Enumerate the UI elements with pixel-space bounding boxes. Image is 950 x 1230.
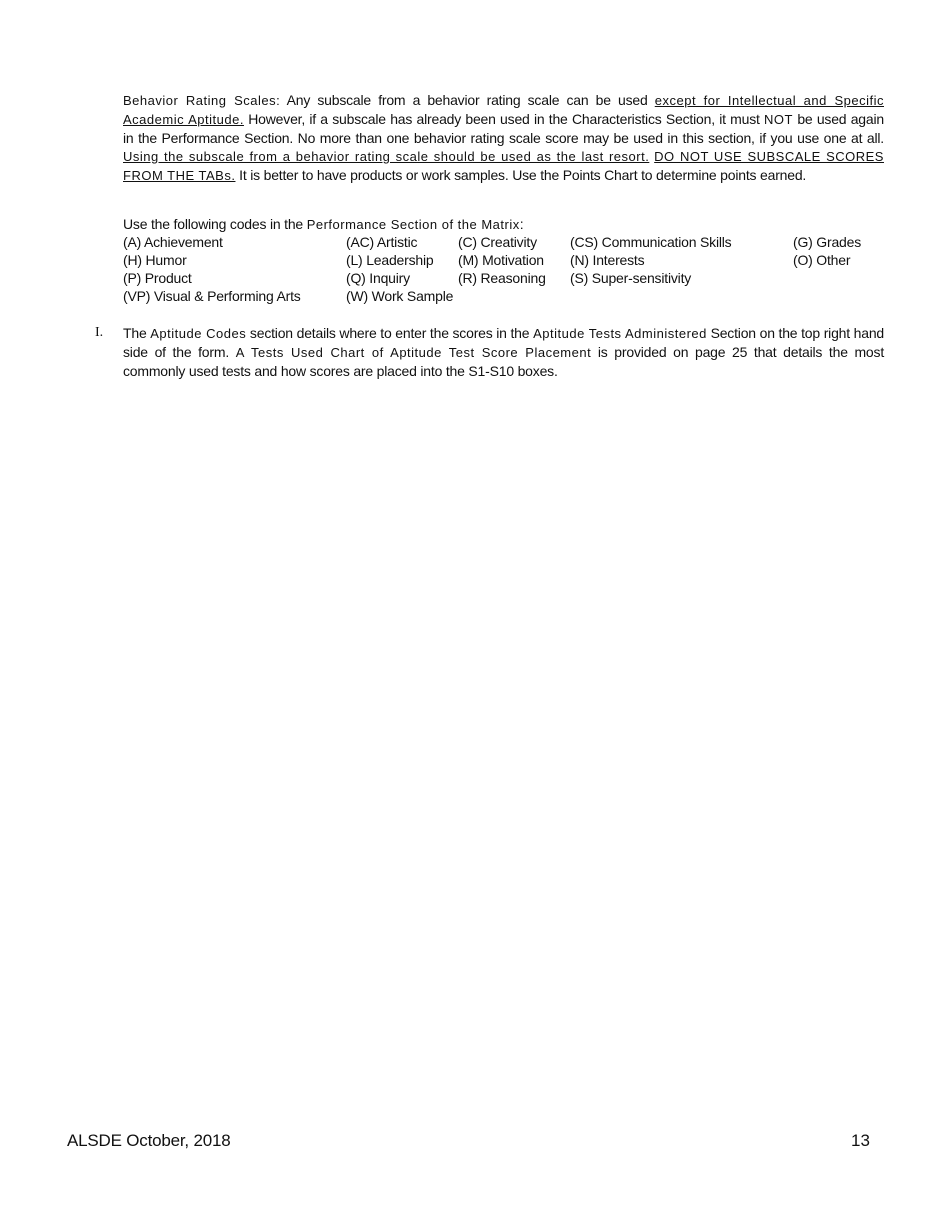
emphasis-not: NOT	[764, 112, 793, 127]
behavior-rating-scales-paragraph	[123, 91, 884, 185]
code-item: (VP) Visual & Performing Arts	[123, 288, 301, 304]
underlined-do-not-use: DO NOT USE SUBSCALE SCORES FROM THE TABs.	[123, 149, 884, 183]
section-name: Performance Section of the Matrix	[306, 217, 520, 232]
section-name: Aptitude Tests Administered	[533, 326, 707, 341]
codes-row	[123, 251, 884, 269]
code-item: (H) Humor	[123, 252, 187, 268]
underlined-last-resort: Using the subscale from a behavior rating scale should be used as the last resort.	[123, 149, 650, 164]
footer-source: ALSDE October, 2018	[67, 1131, 231, 1150]
code-item: (N) Interests	[570, 252, 645, 268]
codes-row	[123, 233, 884, 251]
code-item: (M) Motivation	[458, 252, 544, 268]
text-run: be used again in the Performance Section. No more than one behavior rating scale score may be used in this section, if you use one at all.	[123, 111, 884, 146]
codes-intro	[123, 215, 523, 234]
text-run: Any subscale from a behavior rating scale can be used	[280, 92, 655, 108]
code-item: (S) Super-sensitivity	[570, 270, 692, 286]
code-item: (C) Creativity	[458, 234, 537, 250]
list-marker: I.	[95, 325, 104, 340]
code-item: (W) Work Sample	[346, 288, 454, 304]
code-item: (R) Reasoning	[458, 270, 546, 286]
text-run: Use the following codes in the	[123, 216, 307, 232]
code-item: (CS) Communication Skills	[570, 234, 732, 250]
code-item: (L) Leadership	[346, 252, 434, 268]
code-item: (O) Other	[793, 252, 851, 268]
aptitude-codes-paragraph	[123, 324, 884, 380]
code-item: (Q) Inquiry	[346, 270, 410, 286]
text-run: It is better to have products or work samples. Use the Points Chart to determine points earned.	[235, 167, 807, 183]
text-run: section details where to enter the scores in the	[246, 325, 534, 341]
code-item: (AC) Artistic	[346, 234, 418, 250]
codes-row	[123, 287, 884, 305]
section-name: Aptitude Codes	[150, 326, 247, 341]
chart-reference: A Tests Used Chart of Aptitude Test Score Placement	[235, 345, 592, 360]
text-run: is provided on page 25 that details the most commonly used tests and how scores are placed into the S1-S10 boxes.	[123, 344, 885, 379]
underlined-exception: except for Intellectual and Specific Academic Aptitude.	[123, 93, 884, 127]
text-run: :	[519, 216, 524, 232]
paragraph-heading: Behavior Rating Scales:	[123, 93, 281, 108]
text-run: Section on the top right hand side of the form.	[123, 325, 884, 360]
codes-row	[123, 269, 884, 287]
page-number: 13	[851, 1131, 870, 1150]
text-run: However, if a subscale has already been used in the Characteristics Section, it must	[243, 111, 765, 127]
code-item: (G) Grades	[793, 234, 862, 250]
text-run: The	[123, 325, 151, 341]
performance-codes-table	[123, 233, 884, 305]
code-item: (A) Achievement	[123, 234, 223, 250]
code-item: (P) Product	[123, 270, 192, 286]
